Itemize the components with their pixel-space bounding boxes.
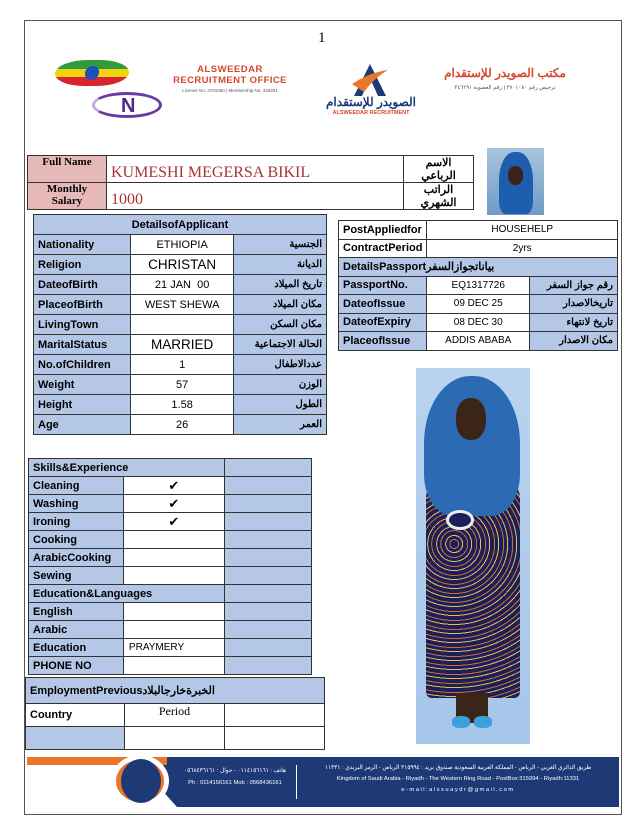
- weight-arabic: الوزن: [234, 375, 327, 395]
- washing-label: Washing: [29, 495, 124, 513]
- applicant-full-body-photo: [416, 368, 530, 744]
- cooking-check: [123, 531, 224, 549]
- salary-label: Monthly Salary: [28, 183, 107, 210]
- issue-date-value: 09 DEC 25: [427, 295, 530, 314]
- footer-address-ar: طريق الدائري الغربي - الرياض - المملكة العربية السعودية صندوق بريد : ٣١٥٩٩٤ الرياض - الرمز البريدي : ١١٣٣١: [324, 765, 592, 771]
- age-label: Age: [34, 415, 131, 435]
- children-arabic: عددالاطفال: [234, 355, 327, 375]
- office-logo-line2: RECRUITMENT OFFICE: [173, 75, 287, 86]
- issue-place-value: ADDIS ABABA: [427, 332, 530, 351]
- footer-phone-ar: هاتف : ٠١١٤١٥٦١٦١ - جوال : ٠٥٦٨٤٣٦١٦١: [184, 768, 286, 774]
- table-row: [339, 313, 618, 332]
- arabic-value: [123, 621, 224, 639]
- footer-email[interactable]: e-mail:alssuaydr@gmail.com: [401, 787, 515, 793]
- education-header: Education&Languages: [29, 585, 225, 603]
- living-town-label: LivingTown: [34, 315, 131, 335]
- living-town-arabic: مكان السكن: [234, 315, 327, 335]
- education-value: PRAYMERY: [123, 639, 224, 657]
- marital-value: MARRIED: [130, 335, 234, 355]
- footer-banner: [27, 757, 619, 807]
- arabic-office-sub: ترخيص رقم ٣٧٠١٠٨٠ | رقم العضوية ٣٤٦٢٩١: [454, 85, 556, 91]
- table-row: [29, 621, 312, 639]
- passport-no-value: EQ1317726: [427, 276, 530, 295]
- living-town-value: [130, 315, 234, 335]
- marital-arabic: الحالة الاجتماعية: [234, 335, 327, 355]
- center-logo-english: ALSWEEDAR RECRUITMENT: [332, 110, 410, 116]
- height-value: 1.58: [130, 395, 234, 415]
- age-arabic: العمر: [234, 415, 327, 435]
- post-applied-label: PostAppliedfor: [339, 221, 427, 240]
- table-row: [34, 415, 327, 435]
- table-row: [34, 275, 327, 295]
- alsweedar-office-logo: [168, 64, 292, 93]
- table-row: [34, 235, 327, 255]
- table-row: [34, 315, 327, 335]
- issue-place-arabic: مكان الاصدار: [530, 332, 618, 351]
- ironing-check: ✔: [123, 513, 224, 531]
- arabic-cooking-check: [123, 549, 224, 567]
- ironing-label: Ironing: [29, 513, 124, 531]
- height-arabic: الطول: [234, 395, 327, 415]
- height-label: Height: [34, 395, 131, 415]
- n-agency-logo: N: [92, 92, 162, 118]
- office-logo-line3: License No: 3701080 | Membership No: 346291: [182, 88, 278, 93]
- arabic-label: Arabic: [29, 621, 124, 639]
- phone-label: PHONE NO: [29, 657, 124, 675]
- phone-value: [123, 657, 224, 675]
- passport-no-label: PassportNo.: [339, 276, 427, 295]
- office-logo-line1: ALSWEEDAR: [197, 64, 263, 75]
- expiry-date-arabic: تاريخ لانتهاء: [530, 313, 618, 332]
- issue-date-arabic: تاريخالاصدار: [530, 295, 618, 314]
- table-row: [29, 603, 312, 621]
- a-mark-icon: [350, 62, 390, 98]
- english-label: English: [29, 603, 124, 621]
- skills-table: [28, 458, 312, 675]
- footer-phone: [177, 765, 293, 789]
- cleaning-check: ✔: [123, 477, 224, 495]
- arabic-office-logo: [436, 66, 574, 91]
- dob-arabic: تاريخ الميلاد: [234, 275, 327, 295]
- full-name-arabic: الاسم الرباعي: [404, 156, 474, 183]
- cooking-label: Cooking: [29, 531, 124, 549]
- period-label: Period: [125, 704, 225, 727]
- contract-period-value: 2yrs: [427, 239, 618, 258]
- issue-place-label: PlaceofIssue: [339, 332, 427, 351]
- footer-address: [303, 763, 613, 796]
- footer-address-en: Kingdom of Saudi Arabia - Riyadh - The Western Ring Road - PostBox:315994 - Riyadh:11331: [336, 776, 580, 782]
- employment-header: [26, 678, 325, 704]
- religion-value: CHRISTAN: [130, 255, 234, 275]
- weight-label: Weight: [34, 375, 131, 395]
- marital-label: MaritalStatus: [34, 335, 131, 355]
- sewing-check: [123, 567, 224, 585]
- contract-period-label: ContractPeriod: [339, 239, 427, 258]
- table-row: [34, 395, 327, 415]
- salary-value: 1000: [107, 183, 404, 210]
- expiry-date-label: DateofExpiry: [339, 313, 427, 332]
- table-row: [29, 495, 312, 513]
- expiry-date-value: 08 DEC 30: [427, 313, 530, 332]
- table-row: [29, 513, 312, 531]
- children-value: 1: [130, 355, 234, 375]
- passport-header: [339, 258, 618, 277]
- post-passport-table: [338, 220, 618, 351]
- footer-phone-en: Ph : 0114156161 Mob : 0568436161: [188, 780, 282, 786]
- religion-label: Religion: [34, 255, 131, 275]
- weight-value: 57: [130, 375, 234, 395]
- applicant-portrait-photo: [487, 148, 544, 215]
- table-row: [29, 657, 312, 675]
- nationality-value: ETHIOPIA: [130, 235, 234, 255]
- table-row: [29, 639, 312, 657]
- pob-label: PlaceofBirth: [34, 295, 131, 315]
- table-row: [339, 276, 618, 295]
- issue-date-label: DateofIssue: [339, 295, 427, 314]
- details-header: DetailsofApplicant: [34, 215, 327, 235]
- table-row: [34, 335, 327, 355]
- passport-header-en: DetailsPassport: [343, 261, 427, 274]
- full-name-value: KUMESHI MEGERSA BIKIL: [107, 156, 404, 183]
- pob-arabic: مكان الميلاد: [234, 295, 327, 315]
- table-row: [34, 355, 327, 375]
- age-value: 26: [130, 415, 234, 435]
- pob-value: WEST SHEWA: [130, 295, 234, 315]
- sewing-label: Sewing: [29, 567, 124, 585]
- alsweedar-center-logo: [322, 62, 420, 120]
- washing-check: ✔: [123, 495, 224, 513]
- center-logo-arabic: الصويدر للإستقدام: [326, 95, 416, 109]
- full-name-label: Full Name: [28, 156, 107, 183]
- education-label: Education: [29, 639, 124, 657]
- employment-header-en: EmploymentPrevious: [30, 685, 143, 697]
- page-number: 1: [318, 30, 326, 46]
- english-value: [123, 603, 224, 621]
- arabic-cooking-label: ArabicCooking: [29, 549, 124, 567]
- dob-value: 21 JAN 00: [130, 275, 234, 295]
- passport-no-arabic: رقم جواز السفر: [530, 276, 618, 295]
- details-table: [33, 214, 327, 435]
- table-row: [34, 255, 327, 275]
- post-applied-value: HOUSEHELP: [427, 221, 618, 240]
- name-salary-table: [27, 155, 474, 210]
- arabic-office-title: مكتب الصويدر للإستقدام: [444, 66, 566, 80]
- employment-header-ar: الخبرةخارجالبلاد: [142, 685, 215, 697]
- table-row: [34, 295, 327, 315]
- salary-arabic: الراتب الشهري: [404, 183, 474, 210]
- nationality-label: Nationality: [34, 235, 131, 255]
- cleaning-label: Cleaning: [29, 477, 124, 495]
- employment-table: [25, 677, 325, 750]
- skills-header: Skills&Experience: [29, 459, 225, 477]
- table-row: [339, 332, 618, 351]
- nationality-arabic: الجنسية: [234, 235, 327, 255]
- children-label: No.ofChildren: [34, 355, 131, 375]
- table-row: [34, 375, 327, 395]
- table-row: [29, 477, 312, 495]
- table-row: [339, 295, 618, 314]
- religion-arabic: الديانة: [234, 255, 327, 275]
- passport-header-ar: بياناتجوازالسفر: [426, 261, 495, 274]
- dob-label: DateofBirth: [34, 275, 131, 295]
- table-row: [29, 549, 312, 567]
- country-label: Country: [26, 704, 125, 727]
- table-row: [29, 567, 312, 585]
- table-row: [29, 531, 312, 549]
